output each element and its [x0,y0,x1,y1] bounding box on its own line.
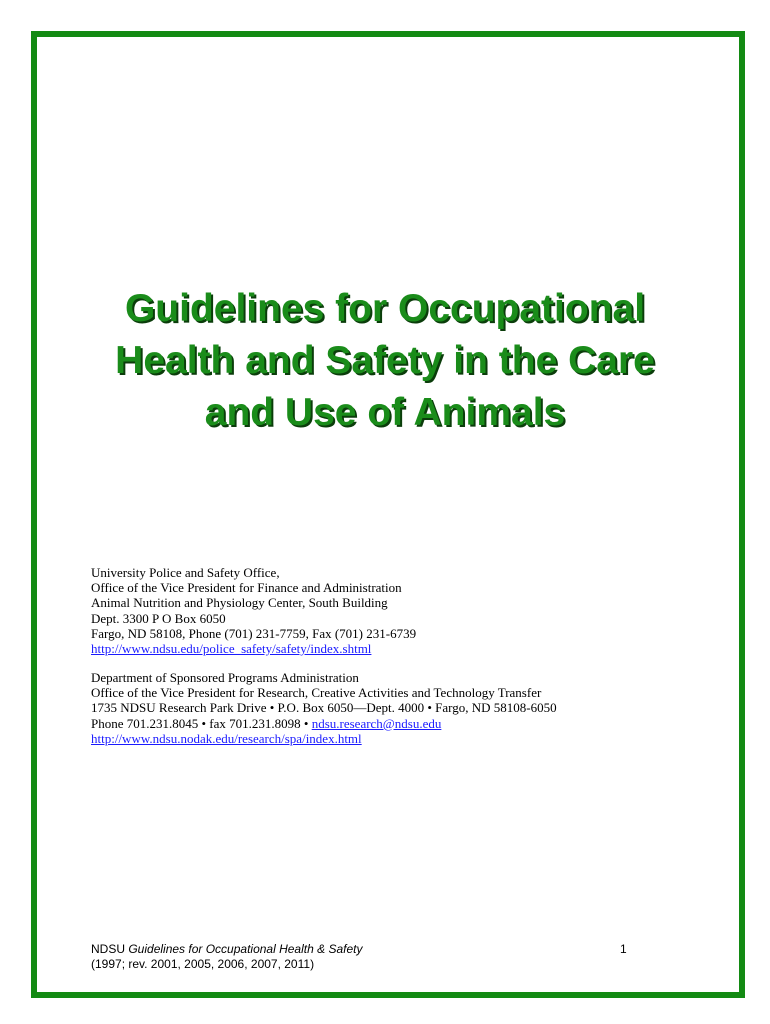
email-link[interactable]: ndsu.research@ndsu.edu [311,715,442,731]
document-title [40,283,730,439]
page-number: 1 [620,942,627,956]
contact-line: Animal Nutrition and Physiology Center, South Building [91,595,388,611]
contact-line: Office of the Vice President for Research, Creative Activities and Technology Transfer [91,685,542,701]
sponsored-programs-contact [91,670,557,746]
title-line-3: and Use of Animals [204,391,566,434]
footer-italic-title: Guidelines for Occupational Health & Safety [128,942,363,956]
phone-fax-text: Phone 701.231.8045 • fax 701.231.8098 • [91,715,312,731]
footer-prefix: NDSU [91,942,129,956]
page-border [31,31,745,998]
contact-line: University Police and Safety Office, [91,565,280,580]
title-line-1: Guidelines for Occupational [124,287,646,330]
footer-revision: (1997; rev. 2001, 2005, 2006, 2007, 2011) [91,957,315,971]
contact-line: Department of Sponsored Programs Administration [91,670,359,685]
title-line-2: Health and Safety in the Care [115,339,655,382]
contact-line: Fargo, ND 58108, Phone (701) 231-7759, Fax (701) 231-6739 [91,625,417,641]
phone-line [91,716,557,731]
page-footer [91,942,362,972]
footer-title-line [91,942,362,957]
contact-line: 1735 NDSU Research Park Drive • P.O. Box 6050—Dept. 4000 • Fargo, ND 58108-6050 [91,700,557,716]
contact-line: Office of the Vice President for Finance and Administration [91,580,402,596]
sponsored-programs-url-link[interactable]: http://www.ndsu.nodak.edu/research/spa/index.html [91,730,362,746]
safety-office-url-link[interactable]: http://www.ndsu.edu/police_safety/safety/index.shtml [91,641,372,657]
safety-office-contact [91,565,416,656]
contact-line: Dept. 3300 P O Box 6050 [91,610,226,626]
